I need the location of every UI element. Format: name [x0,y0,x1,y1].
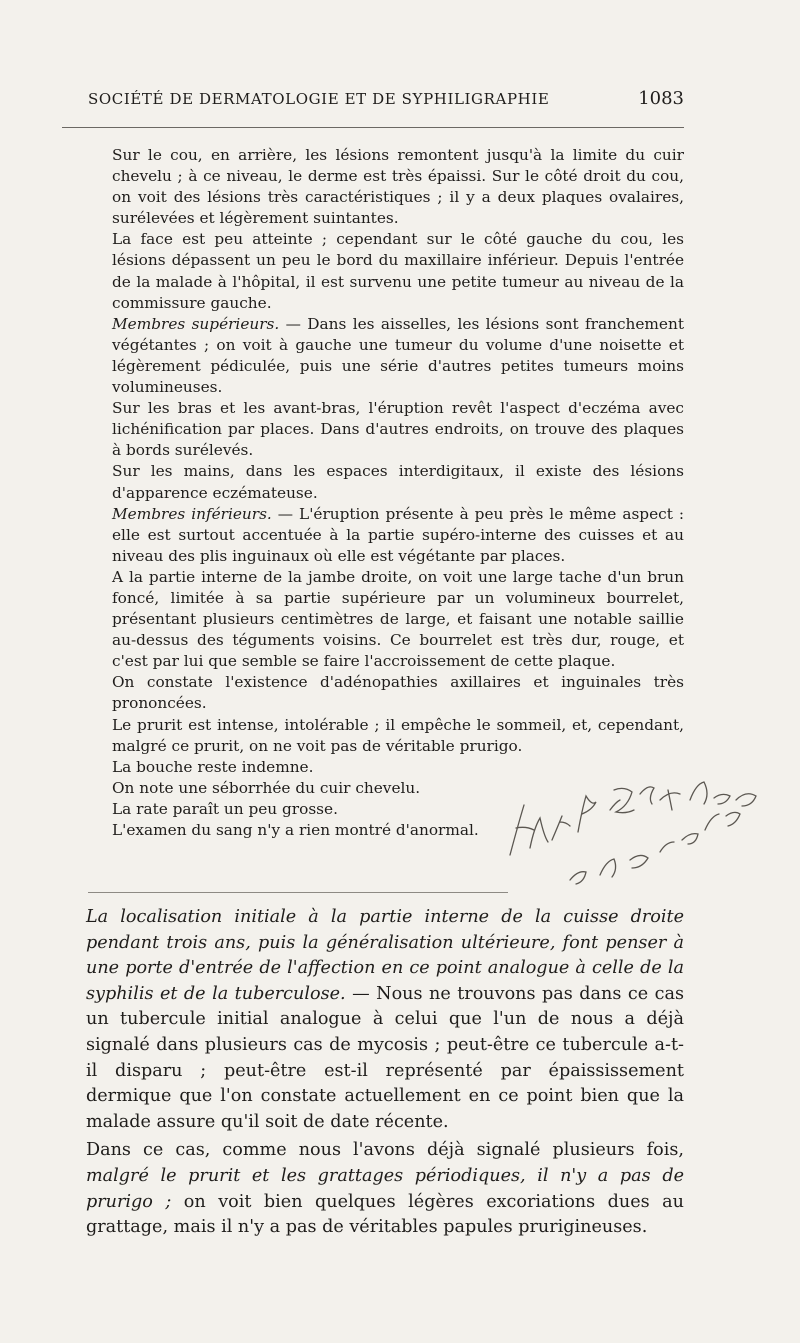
paragraph-adenopathy: On constate l'existence d'adénopathies axillaires et inguinales très prononcées. [112,673,684,713]
paragraph-blood: L'examen du sang n'y a rien montré d'anormal. [112,821,479,839]
prurigo-rest: on voit bien quelques légères excoriations dues au grattage, mais il n'y a pas de véritables papules prurigineuses. [86,1191,684,1238]
paragraph-mouth: La bouche reste indemne. [112,757,314,776]
handwritten-annotation [500,770,780,900]
section-separator [88,892,508,893]
page-number: 1083 [638,88,684,109]
paragraph-leg: A la partie interne de la jambe droite, on voit une large tache d'un brun foncé, limitée à sa partie supérieure par un volumineux bourrelet, présentant plusieurs centimètres de large, et faisant une notable saillie au-dessus des téguments voisins. Ce bourrelet est très dur, rouge, et c'est par lui que semble se faire l'accroissement de cette plaque. [112,567,684,671]
paragraph-upper-limbs [88,314,684,398]
paragraph-hands: Sur les mains, dans les espaces interdigitaux, il existe des lésions d'apparence eczémateuse. [112,462,684,502]
lower-limbs-text: — L'éruption présente à peu près le même aspect : elle est surtout accentuée à la partie supéro-interne des cuisses et au niveau des plis inguinaux où elle est végétante par places. [112,504,684,565]
paragraph-seborrhea: On note une séborrhée du cuir chevelu. [112,778,421,797]
upper-limbs-label: Membres supérieurs. [112,314,280,333]
case-report-small-text [88,145,684,841]
paragraph-pruritus: Le prurit est intense, intolérable ; il empêche le sommeil, et, cependant, malgré ce prurit, on ne voit pas de véritable prurigo. [112,715,684,755]
paragraph-prurigo [62,1138,684,1240]
discussion-text [62,905,684,1241]
header-rule [62,127,684,128]
localisation-italic: La localisation initiale à la partie interne de la cuisse droite pendant trois ans, puis la généralisation ultérieure, font penser à une porte d'entrée de l'affection en ce point analogue à celle de la syphilis et de la tuberculose. [86,907,684,1004]
paragraph-lower-limbs [88,504,684,567]
prurigo-start: Dans ce cas, comme nous l'avons déjà signalé plusieurs fois, [86,1140,684,1161]
paragraph-face: La face est peu atteinte ; cependant sur le côté gauche du cou, les lésions dépassent un peu le bord du maxillaire inférieur. Depuis l'entrée de la malade à l'hôpital, il est survenu une petite tumeur au niveau de la commissure gauche. [112,230,684,312]
running-title: SOCIÉTÉ DE DERMATOLOGIE ET DE SYPHILIGRAPHIE [88,90,550,108]
prurigo-italic: malgré le prurit et les grattages périodiques, il n'y a pas de prurigo ; [86,1165,684,1212]
upper-limbs-text: — Dans les aisselles, les lésions sont franchement végétantes ; on voit à gauche une tumeur du volume d'une noisette et légèrement pédiculée, puis une série d'autres petites tumeurs moins volumineuses. [112,314,684,397]
paragraph-arms: Sur les bras et les avant-bras, l'éruption revêt l'aspect d'eczéma avec lichénification par places. Dans d'autres endroits, on trouve des plaques à bords surélevés. [112,399,684,460]
paragraph-neck: Sur le cou, en arrière, les lésions remontent jusqu'à la limite du cuir chevelu ; à ce niveau, le derme est très épaissi. Sur le côté droit du cou, on voit des lésions très caractéristiques ; il y a deux plaques ovalaires, surélevées et légèrement suintantes. [112,146,684,228]
paragraph-localisation [62,905,684,1135]
localisation-rest: — Nous ne trouvons pas dans ce cas un tubercule initial analogue à celui que l'un de nous a déjà signalé dans plusieurs cas de mycosis ; peut-être ce tubercule a-t-il disparu ; peut-être est-il représenté par épaississement dermique que l'on constate actuellement en ce point bien que la malade assure qu'il soit de date récente. [86,983,684,1132]
lower-limbs-label: Membres inférieurs. [112,504,272,523]
page-header [88,88,684,109]
paragraph-spleen: La rate paraît un peu grosse. [112,799,338,818]
handwriting-scribble [500,770,780,900]
